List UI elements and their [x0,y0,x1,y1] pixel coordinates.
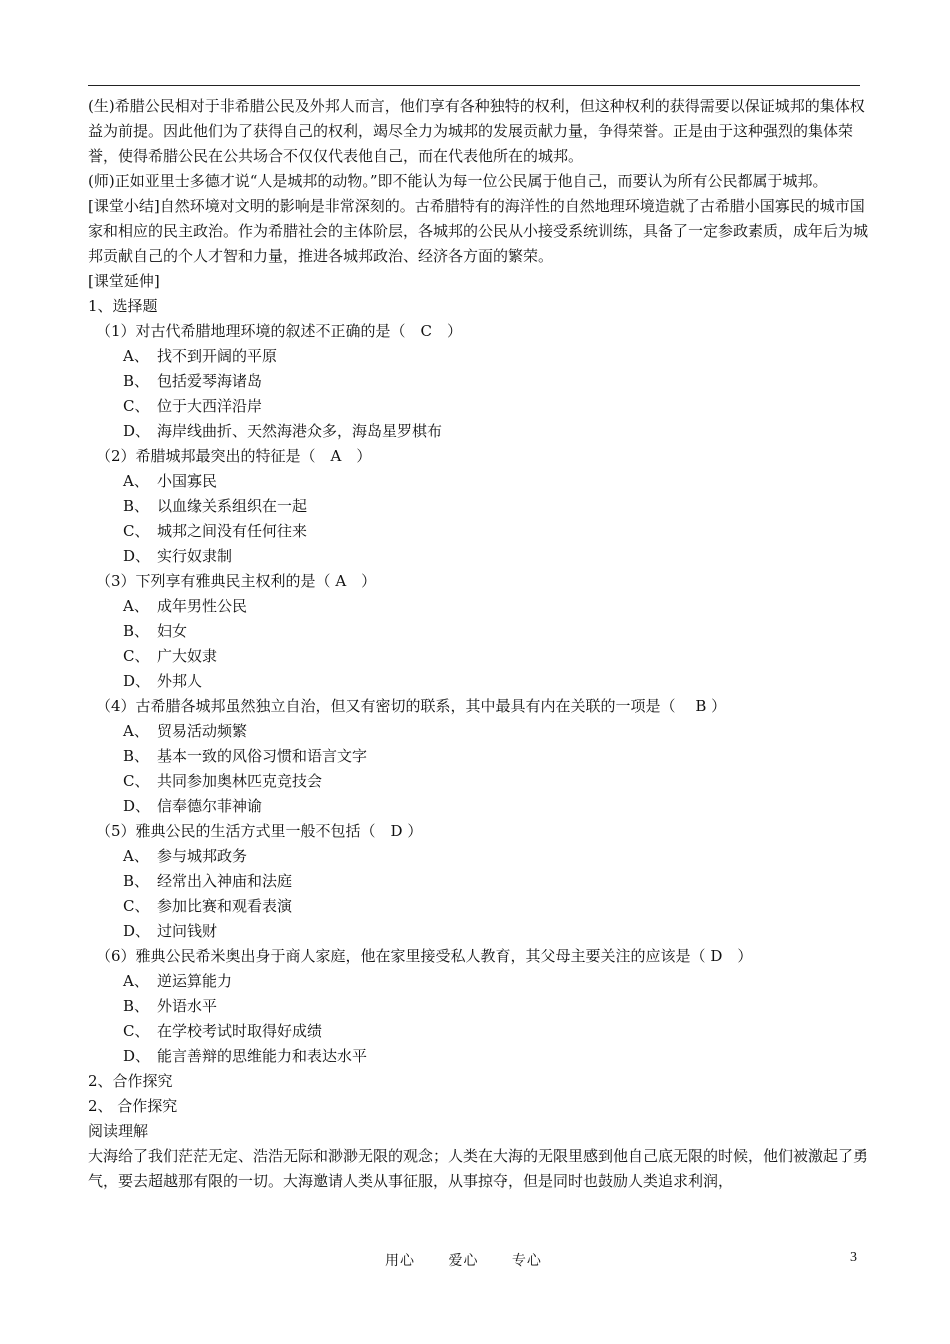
coop-heading: 2、合作探究 [88,1072,173,1090]
option-letter: D、 [123,922,151,940]
question-stem: （1）对古代希腊地理环境的叙述不正确的是（ C ） [96,322,463,340]
option-letter: A、 [123,722,149,740]
option-letter: A、 [123,597,149,615]
page-number: 3 [850,1250,857,1265]
option-letter: A、 [123,847,149,865]
answer-option [88,1019,868,1044]
answer-option [88,869,868,894]
answer-option [88,394,868,419]
option-text: 贸易活动频繁 [157,722,248,740]
reading-passage: 大海给了我们茫茫无定、浩浩无际和渺渺无限的观念；人类在大海的无限里感到他自己底无限的时候，他们被激起了勇气，要去超越那有限的一切。大海邀请人类从事征服，从事掠夺，但是同时也鼓励人类追求利润， [88,1147,869,1190]
option-text: 实行奴隶制 [157,547,233,565]
answer-option [88,594,868,619]
option-letter: D、 [123,422,151,440]
option-text: 小国寡民 [157,472,218,490]
answer-option [88,744,868,769]
option-text: 共同参加奥林匹克竞技会 [157,772,323,790]
option-text: 包括爱琴海诸岛 [157,372,263,390]
option-text: 逆运算能力 [157,972,233,990]
answer-option [88,544,868,569]
answer-option [88,494,868,519]
option-letter: C、 [123,897,150,915]
option-letter: B、 [123,497,150,515]
choice-heading: 1、选择题 [88,297,158,315]
option-letter: C、 [123,522,150,540]
answer-option [88,719,868,744]
option-text: 经常出入神庙和法庭 [157,872,293,890]
option-letter: C、 [123,647,150,665]
answer-option [88,1044,868,1069]
option-text: 以血缘关系组织在一起 [157,497,308,515]
option-letter: C、 [123,772,150,790]
option-text: 能言善辩的思维能力和表达水平 [157,1047,368,1065]
answer-option [88,469,868,494]
answer-option [88,619,868,644]
option-letter: B、 [123,622,150,640]
option-text: 参与城邦政务 [157,847,248,865]
option-text: 外语水平 [157,997,218,1015]
document-body [88,94,868,1194]
option-letter: B、 [123,747,150,765]
answer-option [88,894,868,919]
option-text: 找不到开阔的平原 [157,347,278,365]
option-text: 在学校考试时取得好成绩 [157,1022,323,1040]
paragraph-teacher: (师)正如亚里士多德才说“人是城邦的动物。”即不能认为每一位公民属于他自己，而要认为所有公民都属于城邦。 [88,172,828,190]
option-letter: A、 [123,972,149,990]
option-text: 位于大西洋沿岸 [157,397,263,415]
answer-option [88,669,868,694]
option-letter: A、 [123,347,149,365]
option-letter: C、 [123,397,150,415]
option-text: 外邦人 [157,672,203,690]
question-stem: （4）古希腊各城邦虽然独立自治，但又有密切的联系，其中最具有内在关联的一项是（ B ） [96,697,727,715]
option-letter: D、 [123,1047,151,1065]
option-letter: B、 [123,997,150,1015]
reading-heading: 阅读理解 [88,1122,149,1140]
paragraph-summary: [课堂小结]自然环境对文明的影响是非常深刻的。古希腊特有的海洋性的自然地理环境造就了古希腊小国寡民的城市国家和相应的民主政治。作为希腊社会的主体阶层，各城邦的公民从小接受系统训练，具备了一定参政素质，成年后为城邦贡献自己的个人才智和力量，推进各城邦政治、经济各方面的繁荣。 [88,197,869,265]
option-text: 广大奴隶 [157,647,218,665]
option-text: 参加比赛和观看表演 [157,897,293,915]
question-stem: （6）雅典公民希米奥出身于商人家庭，他在家里接受私人教育，其父母主要关注的应该是（ D ） [96,947,753,965]
coop-heading-repeat: 2、 合作探究 [88,1097,178,1115]
option-letter: A、 [123,472,149,490]
answer-option [88,644,868,669]
option-text: 妇女 [157,622,188,640]
question-list [88,319,868,1069]
option-text: 过问钱财 [157,922,218,940]
option-text: 基本一致的风俗习惯和语言文字 [157,747,368,765]
option-letter: B、 [123,872,150,890]
option-letter: B、 [123,372,150,390]
answer-option [88,369,868,394]
answer-option [88,419,868,444]
option-text: 城邦之间没有任何往来 [157,522,308,540]
question-stem: （5）雅典公民的生活方式里一般不包括（ D ） [96,822,423,840]
section-heading: [课堂延伸] [88,272,160,290]
header-rule [88,85,860,86]
option-text: 成年男性公民 [157,597,248,615]
option-letter: D、 [123,797,151,815]
paragraph-student: (生)希腊公民相对于非希腊公民及外邦人而言，他们享有各种独特的权利，但这种权利的获得需要以保证城邦的集体权益为前提。因此他们为了获得自己的权利，竭尽全力为城邦的发展贡献力量，争得荣誉。正是由于这种强烈的集体荣誉，使得希腊公民在公共场合不仅仅代表他自己，而在代表他所在的城邦。 [88,97,865,165]
option-text: 信奉德尔菲神谕 [157,797,263,815]
answer-option [88,519,868,544]
answer-option [88,994,868,1019]
option-text: 海岸线曲折、天然海港众多，海岛星罗棋布 [157,422,443,440]
answer-option [88,344,868,369]
answer-option [88,794,868,819]
answer-option [88,969,868,994]
question-stem: （2）希腊城邦最突出的特征是（ A ） [96,447,372,465]
option-letter: C、 [123,1022,150,1040]
answer-option [88,919,868,944]
answer-option [88,769,868,794]
option-letter: D、 [123,547,151,565]
option-letter: D、 [123,672,151,690]
question-stem: （3）下列享有雅典民主权利的是（ A ） [96,572,377,590]
answer-option [88,844,868,869]
footer-motto: 用心 爱心 专心 [385,1253,542,1269]
